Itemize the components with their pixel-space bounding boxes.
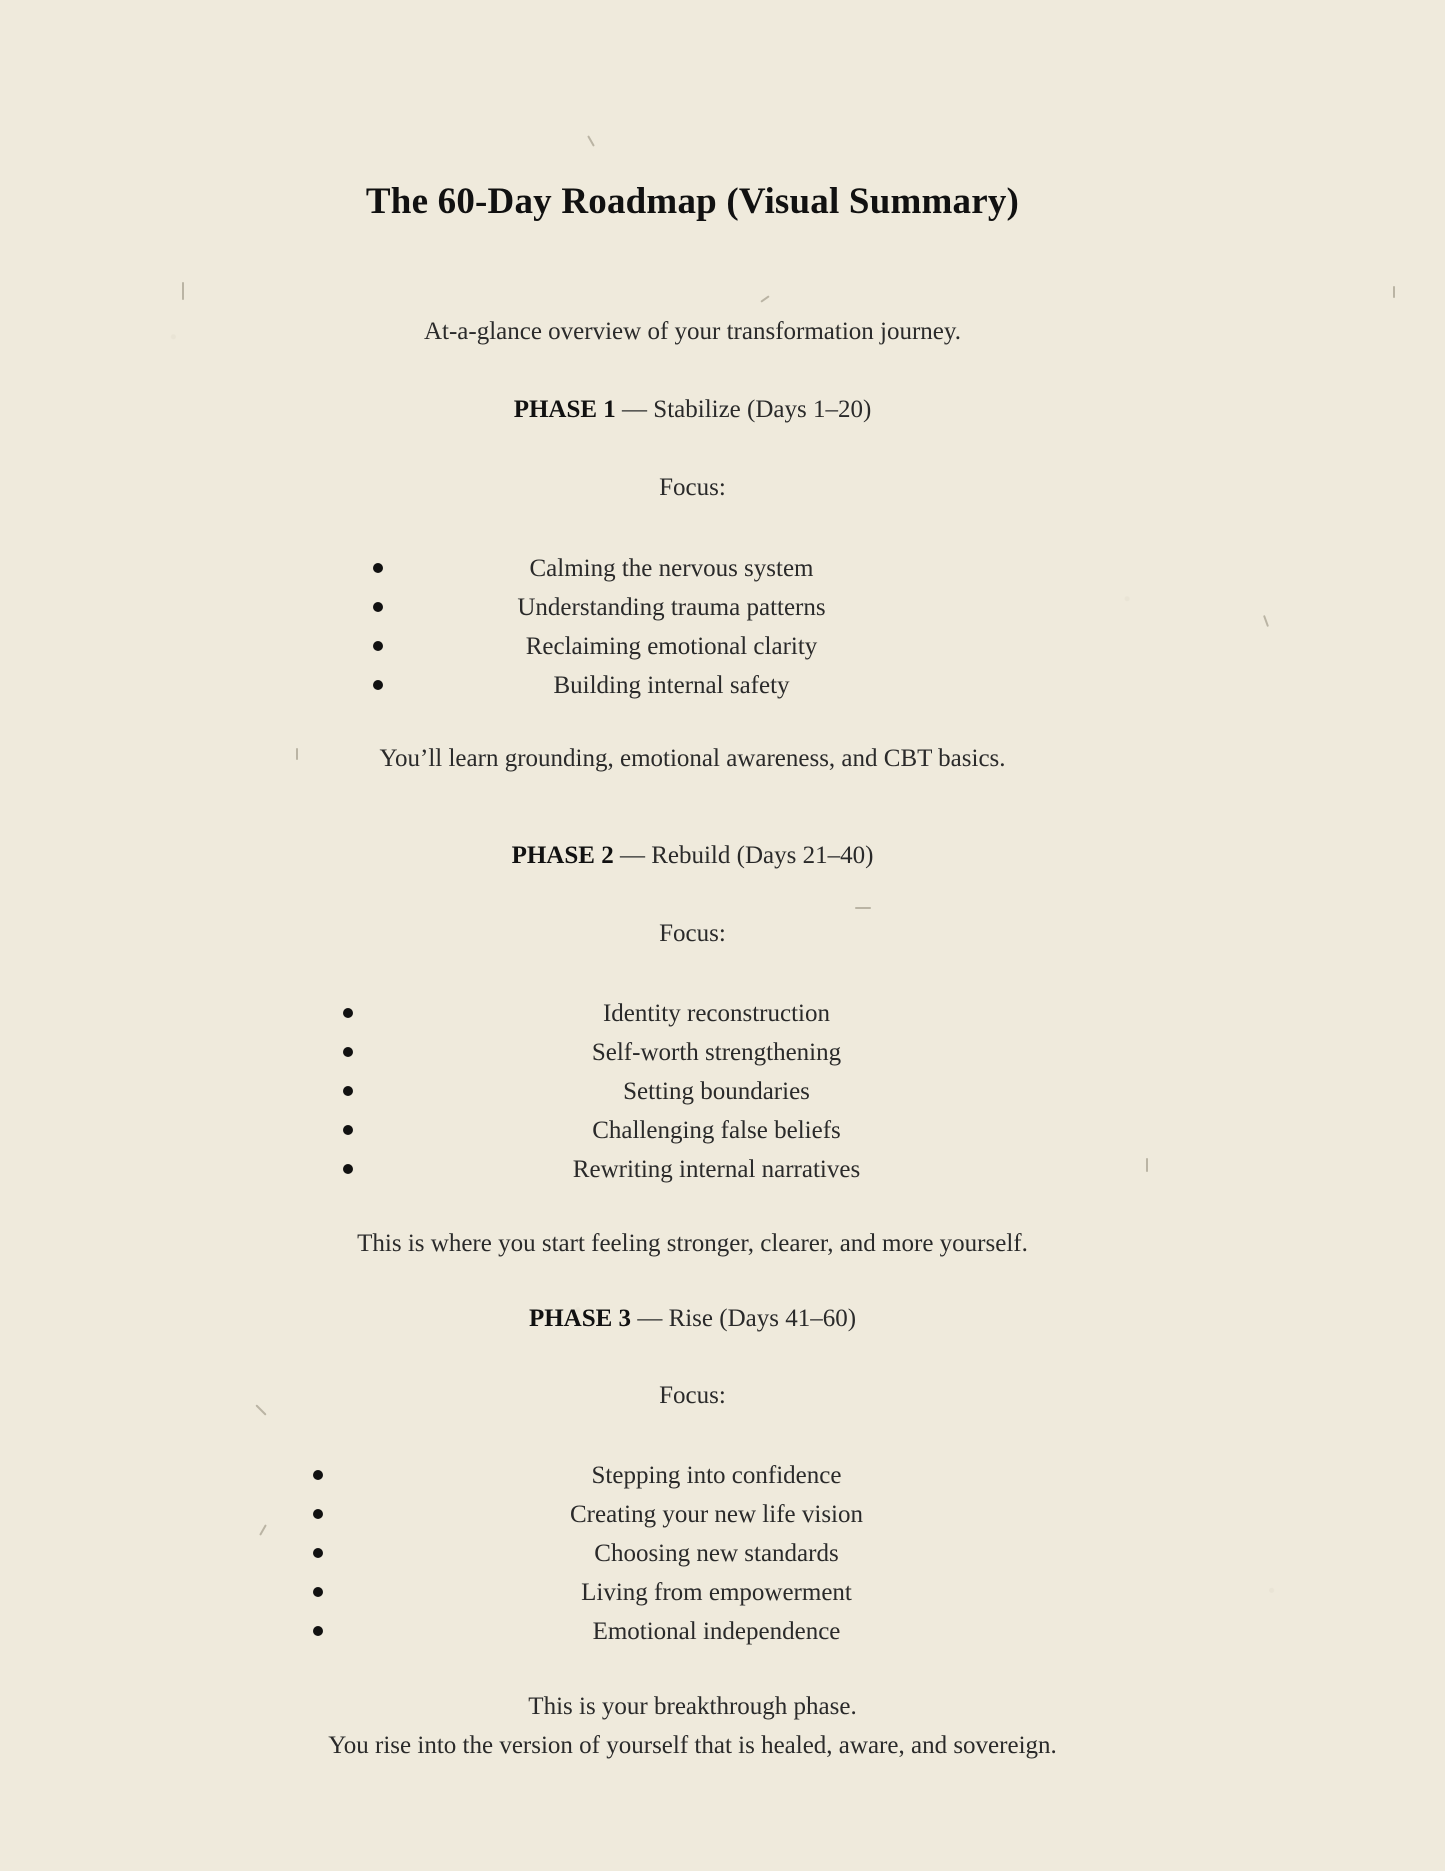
phase-3-label: PHASE 3 xyxy=(528,1305,632,1332)
bullet-icon xyxy=(373,563,383,573)
phase-1-focus-list xyxy=(373,549,970,705)
bullet-icon xyxy=(313,1626,323,1636)
phase-2-heading xyxy=(0,842,1385,870)
phase-1-focus-label: Focus: xyxy=(659,474,726,501)
list-item: Rewriting internal narratives xyxy=(343,1150,1090,1189)
bullet-icon xyxy=(313,1587,323,1597)
phase-1-summary: You’ll learn grounding, emotional awareness, and CBT basics. xyxy=(379,745,1006,772)
page-title: The 60-Day Roadmap (Visual Summary) xyxy=(365,181,1020,222)
list-item: Identity reconstruction xyxy=(343,994,1090,1033)
phase-1-label: PHASE 1 xyxy=(513,396,616,423)
list-item: Choosing new standards xyxy=(313,1534,1120,1573)
list-item: Calming the nervous system xyxy=(373,549,970,588)
phase-3-heading xyxy=(0,1305,1385,1333)
list-item: Living from empowerment xyxy=(313,1573,1120,1612)
list-item: Challenging false beliefs xyxy=(343,1111,1090,1150)
bullet-icon xyxy=(313,1509,323,1519)
phase-2-focus-list xyxy=(343,994,1090,1189)
phase-3-title: — Rise (Days 41–60) xyxy=(637,1305,857,1332)
list-item: Stepping into confidence xyxy=(313,1456,1120,1495)
paper-fiber xyxy=(855,907,871,909)
bullet-icon xyxy=(313,1548,323,1558)
intro-text: At-a-glance overview of your transformation journey. xyxy=(423,318,962,345)
phase-3-summary-line-1: This is your breakthrough phase. xyxy=(528,1693,857,1720)
phase-1-heading xyxy=(0,396,1385,424)
bullet-icon xyxy=(343,1086,353,1096)
bullet-icon xyxy=(343,1008,353,1018)
paper-fiber xyxy=(259,1524,267,1535)
phase-2-summary: This is where you start feeling stronger, clearer, and more yourself. xyxy=(357,1230,1028,1257)
bullet-icon xyxy=(373,602,383,612)
phase-1-title: — Stabilize (Days 1–20) xyxy=(622,396,872,423)
bullet-icon xyxy=(373,680,383,690)
paper-fiber xyxy=(1263,615,1269,627)
bullet-icon xyxy=(343,1047,353,1057)
paper-fiber xyxy=(1393,286,1395,298)
paper-fiber xyxy=(182,282,184,300)
list-item: Building internal safety xyxy=(373,666,970,705)
phase-2-title: — Rebuild (Days 21–40) xyxy=(619,842,874,869)
list-item: Self-worth strengthening xyxy=(343,1033,1090,1072)
phase-3-focus-label: Focus: xyxy=(659,1382,726,1409)
list-item: Setting boundaries xyxy=(343,1072,1090,1111)
bullet-icon xyxy=(343,1164,353,1174)
phase-2-label: PHASE 2 xyxy=(511,842,614,869)
phase-3-focus-list xyxy=(313,1456,1120,1651)
paper-fiber xyxy=(1146,1158,1148,1172)
list-item: Reclaiming emotional clarity xyxy=(373,627,970,666)
paper-fiber xyxy=(587,135,595,146)
bullet-icon xyxy=(313,1470,323,1480)
bullet-icon xyxy=(343,1125,353,1135)
list-item: Emotional independence xyxy=(313,1612,1120,1651)
list-item: Understanding trauma patterns xyxy=(373,588,970,627)
phase-3-summary-line-2: You rise into the version of yourself that is healed, aware, and sovereign. xyxy=(328,1732,1057,1759)
paper-fiber xyxy=(760,295,769,302)
phase-2-focus-label: Focus: xyxy=(659,920,726,947)
list-item: Creating your new life vision xyxy=(313,1495,1120,1534)
bullet-icon xyxy=(373,641,383,651)
